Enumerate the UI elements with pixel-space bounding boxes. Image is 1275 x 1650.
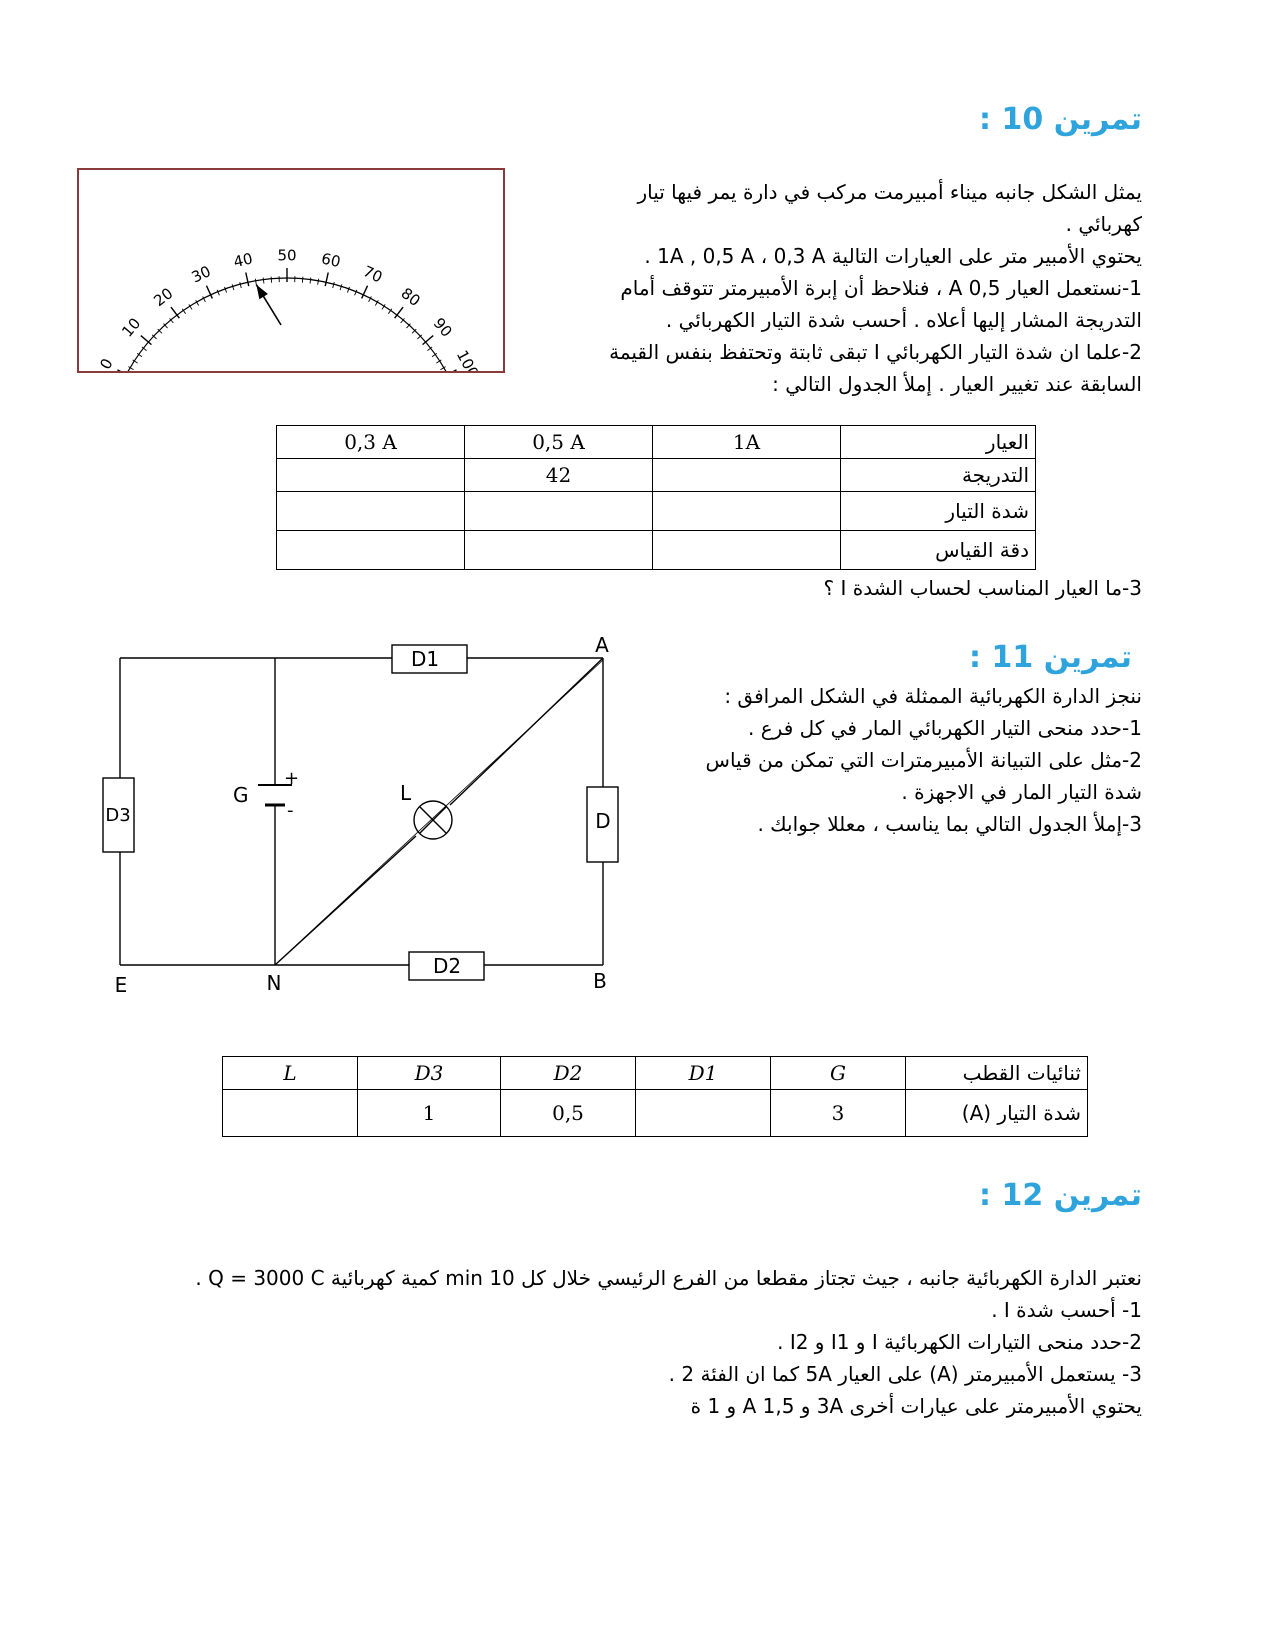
table-row xyxy=(277,492,1036,531)
needle-arrow-head xyxy=(256,285,268,300)
ex12-line: 2-حدد منحى التيارات الكهربائية I و I1 و I2 . xyxy=(777,1330,1142,1354)
table-cell: 42 xyxy=(465,459,653,492)
row-label: التدريجة xyxy=(841,459,1036,492)
dial-label: 40 xyxy=(231,249,255,272)
label-lamp: L xyxy=(400,781,412,805)
label-d1: D1 xyxy=(410,647,440,671)
table-cell xyxy=(465,531,653,570)
table-cell xyxy=(465,492,653,531)
ex11-line: 3-إملأ الجدول التالي بما يناسب ، معللا جوابك . xyxy=(757,812,1142,836)
table-row xyxy=(223,1090,1088,1137)
dial-label: 90 xyxy=(429,314,456,341)
table-cell xyxy=(277,492,465,531)
dial-label: 50 xyxy=(277,246,297,265)
dial-label: 100 xyxy=(452,347,483,371)
row-label: ثنائيات القطب xyxy=(906,1057,1088,1090)
node-e: E xyxy=(114,973,128,997)
ex12-line: 1- أحسب شدة I . xyxy=(991,1298,1142,1322)
dial-arc xyxy=(126,278,447,371)
dial-tick xyxy=(325,272,328,286)
label-generator: G xyxy=(233,783,249,807)
table-cell: 1 xyxy=(358,1090,501,1137)
table-row xyxy=(277,459,1036,492)
ex11-statement xyxy=(622,680,1142,840)
dial-tick xyxy=(240,282,242,288)
ex10-line: التدريجة المشار إليها أعلاه . أحسب شدة التيار الكهربائي . xyxy=(665,308,1142,332)
table-cell: 0,5 A xyxy=(465,426,653,459)
table-cell xyxy=(653,492,841,531)
table-cell: G xyxy=(771,1057,906,1090)
table-cell: 0,5 xyxy=(501,1090,636,1137)
ex11-title: تمرين 11 : xyxy=(969,640,1132,675)
dial-scale-labels xyxy=(96,247,482,372)
table-cell: D2 xyxy=(501,1057,636,1090)
table-cell: L xyxy=(223,1057,358,1090)
dial-tick xyxy=(263,278,264,284)
ex10-line: كهربائي . xyxy=(1065,212,1142,236)
dial-label: 10 xyxy=(118,314,145,341)
dial-label: 80 xyxy=(397,284,424,311)
dial-tick xyxy=(340,284,342,290)
dial-label: 60 xyxy=(319,249,343,272)
table-cell xyxy=(653,459,841,492)
ex12-line: نعتبر الدارة الكهربائية جانبه ، جيث تجتاز مقطعا من الفرع الرئيسي خلال كل 10 min كمية كهربائية Q = 3000 C . xyxy=(195,1266,1142,1290)
circuit-diagram xyxy=(95,630,635,1010)
dial-tick xyxy=(271,277,272,283)
label-minus: - xyxy=(287,800,294,821)
table-row xyxy=(277,426,1036,459)
table-cell xyxy=(277,531,465,570)
table-cell: 3 xyxy=(771,1090,906,1137)
table-cell xyxy=(277,459,465,492)
ex10-table xyxy=(276,425,1036,570)
dial-tick xyxy=(318,279,319,285)
table-cell xyxy=(653,531,841,570)
table-cell: 1A xyxy=(653,426,841,459)
table-cell: D3 xyxy=(358,1057,501,1090)
ex10-line: يمثل الشكل جانبه ميناء أمبيرمت مركب في دارة يمر فيها تيار xyxy=(637,180,1142,204)
dial-label: 0 xyxy=(96,355,117,371)
dial-label: 30 xyxy=(188,262,214,287)
wire xyxy=(277,660,603,963)
ex10-line: 2-علما ان شدة التيار الكهربائي I تبقى ثابتة وتحتفظ بنفس القيمة xyxy=(609,340,1142,364)
ex12-line: 3- يستعمل الأمبيرمتر (A) على العيار 5A كما ان الفئة 2 . xyxy=(668,1362,1142,1386)
dial-label: 70 xyxy=(360,262,386,287)
ex11-table xyxy=(222,1056,1088,1137)
dial-tick xyxy=(246,272,249,286)
node-n: N xyxy=(266,971,282,995)
label-d: D xyxy=(595,809,611,833)
row-label: العيار xyxy=(841,426,1036,459)
ammeter-dial-figure xyxy=(77,168,505,373)
table-cell: 0,3 A xyxy=(277,426,465,459)
row-label: شدة التيار xyxy=(841,492,1036,531)
ex11-line: شدة التيار المار في الاجهزة . xyxy=(901,780,1142,804)
dial-tick xyxy=(255,279,256,285)
label-d2: D2 xyxy=(432,954,462,978)
label-plus: + xyxy=(284,768,300,789)
dial-tick xyxy=(232,284,234,290)
table-row xyxy=(223,1057,1088,1090)
node-a: A xyxy=(595,633,609,657)
table-cell xyxy=(636,1090,771,1137)
ex12-statement xyxy=(132,1262,1142,1422)
dial-tick xyxy=(310,278,311,284)
dial-tick xyxy=(333,282,335,288)
ex11-line: 1-حدد منحى التيار الكهربائي المار في كل فرع . xyxy=(748,716,1142,740)
ammeter-dial xyxy=(79,170,503,371)
row-label: شدة التيار (A) xyxy=(906,1090,1088,1137)
ex12-line: يحتوي الأمبيرمتر على عيارات أخرى 3A و 1,5 A و 1 ة xyxy=(690,1394,1142,1418)
node-b: B xyxy=(593,969,607,993)
dial-tick xyxy=(302,277,303,283)
ex10-title: تمرين 10 : xyxy=(979,102,1142,137)
label-d3: D3 xyxy=(105,805,131,826)
table-cell xyxy=(223,1090,358,1137)
ex10-line: 1-نستعمل العيار 0,5 A ، فنلاحظ أن إبرة الأمبيرمتر تتوقف أمام xyxy=(620,276,1142,300)
ex11-line: 2-مثل على التبيانة الأمبيرمترات التي تمكن من قياس xyxy=(705,748,1142,772)
ex10-line: السابقة عند تغيير العيار . إملأ الجدول التالي : xyxy=(772,372,1142,396)
dial-ticks xyxy=(117,268,456,371)
row-label: دقة القياس xyxy=(841,531,1036,570)
ex12-title: تمرين 12 : xyxy=(979,1178,1142,1213)
ex10-line: يحتوي الأمبير متر على العيارات التالية 1A , 0,5 A ، 0,3 A . xyxy=(644,244,1142,268)
dial-label: 20 xyxy=(150,284,177,311)
table-cell: D1 xyxy=(636,1057,771,1090)
ex10-statement xyxy=(542,176,1142,400)
table-row xyxy=(277,531,1036,570)
ex11-line: ننجز الدارة الكهربائية الممثلة في الشكل المرافق : xyxy=(724,684,1142,708)
ex10-question3: 3-ما العيار المناسب لحساب الشدة I ؟ xyxy=(823,576,1142,600)
